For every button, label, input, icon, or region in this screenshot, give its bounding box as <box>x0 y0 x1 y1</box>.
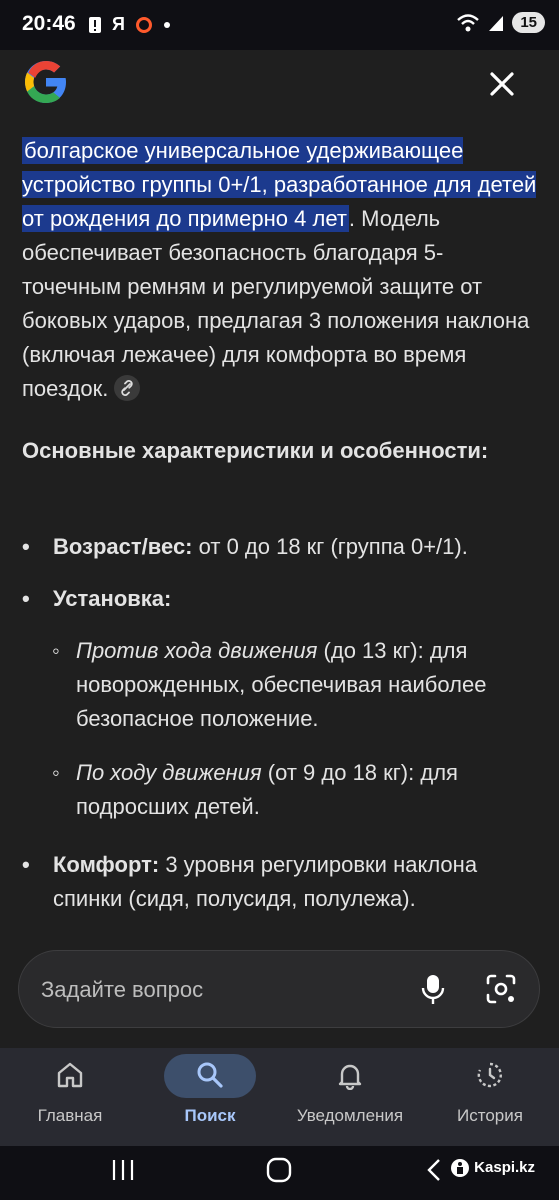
google-logo-icon <box>22 58 70 106</box>
list-item <box>22 848 543 916</box>
sub-item-label: По ходу движения <box>76 760 262 785</box>
status-time: 20:46 <box>22 12 76 35</box>
bell-icon <box>335 1060 365 1090</box>
nav-notifications[interactable] <box>280 1048 420 1146</box>
ask-input[interactable] <box>18 950 540 1028</box>
status-bar <box>0 0 559 50</box>
intro-body: Модель обеспечивает безопасность благодаря 5-точечным ремням и регулируемой защите от боковых ударов, предлагая 3 положения наклона (включая лежачее) для комфорта во время поездок. <box>22 206 530 401</box>
bullet-icon: • <box>22 586 30 611</box>
alert-icon <box>88 16 102 34</box>
bottom-nav <box>0 1048 559 1146</box>
nav-label: Главная <box>37 1106 103 1125</box>
search-icon <box>195 1060 225 1090</box>
sub-item-label: Против хода движения <box>76 638 318 663</box>
dot-icon <box>163 21 171 29</box>
signal-icon <box>488 14 504 32</box>
yandex-icon: Я <box>112 14 125 34</box>
nav-label: Поиск <box>184 1106 236 1125</box>
list-item-text: от 0 до 18 кг (группа 0+/1). <box>192 534 468 559</box>
watermark <box>450 1158 535 1178</box>
highlighted-text: болгарское универсальное удерживающее устройство группы 0+/1, разработанное для детей от рождения до примерно 4 лет <box>22 138 537 231</box>
nav-home[interactable] <box>0 1048 140 1146</box>
sub-item-text: (до 13 кг): для новорожденных, обеспечивая наиболее безопасное положение. <box>76 638 487 731</box>
list-item-label: Установка: <box>53 586 172 611</box>
app-ring-icon <box>135 16 153 34</box>
circle-bullet-icon: ◦ <box>52 638 60 663</box>
list-item-label: Возраст/вес: <box>53 534 193 559</box>
camera-search-icon[interactable] <box>485 973 517 1005</box>
intro-period: . <box>348 206 356 231</box>
section-heading: Основные характеристики и особенности: <box>22 438 489 463</box>
nav-history[interactable] <box>420 1048 559 1146</box>
ask-placeholder: Задайте вопрос <box>41 977 204 1002</box>
nav-label: История <box>457 1106 523 1125</box>
watermark-text: Kaspi.kz <box>474 1158 536 1176</box>
sub-list-item <box>52 634 522 736</box>
wifi-icon <box>456 13 480 33</box>
status-icons <box>88 14 171 35</box>
history-icon <box>475 1060 505 1090</box>
nav-label: Уведомления <box>296 1106 404 1125</box>
kaspi-logo-icon <box>450 1158 470 1178</box>
list-item-text: 3 уровня регулировки наклона спинки (сидя, полусидя, полулежа). <box>53 852 478 911</box>
bullet-icon: • <box>22 852 30 877</box>
nav-search[interactable] <box>140 1048 280 1146</box>
list-item <box>22 582 543 616</box>
recents-icon[interactable] <box>110 1156 136 1184</box>
sub-list-item <box>52 756 522 824</box>
answer-intro <box>22 134 537 406</box>
sub-item-text: (от 9 до 18 кг): для подросших детей. <box>76 760 458 819</box>
home-icon <box>55 1060 85 1090</box>
back-icon[interactable] <box>424 1156 444 1184</box>
ai-answer-panel <box>0 50 559 1050</box>
link-icon[interactable] <box>114 375 140 401</box>
battery-badge: 15 <box>512 12 545 33</box>
home-button-icon[interactable] <box>265 1156 293 1184</box>
close-icon[interactable] <box>484 66 520 102</box>
list-item <box>22 530 543 564</box>
bullet-icon: • <box>22 534 30 559</box>
mic-icon[interactable] <box>419 973 447 1005</box>
list-item-label: Комфорт: <box>53 852 160 877</box>
circle-bullet-icon: ◦ <box>52 760 60 785</box>
